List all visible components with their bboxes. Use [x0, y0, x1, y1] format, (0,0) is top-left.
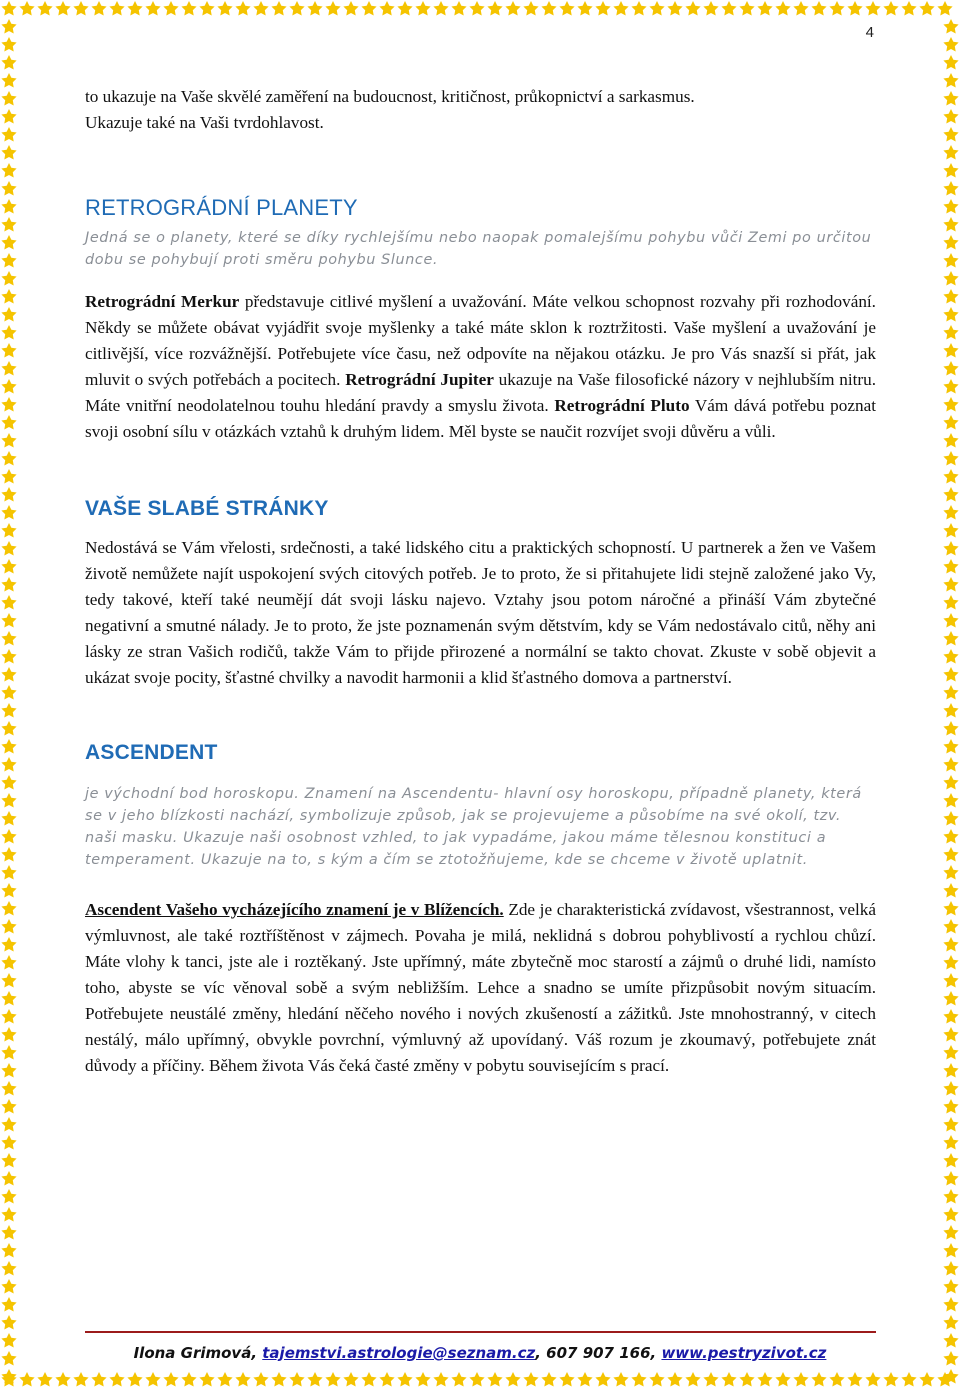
- star-icon: [943, 829, 958, 843]
- star-icon: [685, 1372, 700, 1386]
- star-icon: [1, 145, 16, 159]
- intro-line-2: Ukazuje také na Vaši tvrdohlavost.: [85, 113, 324, 133]
- star-icon: [943, 433, 958, 447]
- star-icon: [943, 289, 958, 303]
- star-icon: [19, 1, 34, 15]
- star-icon: [145, 1372, 160, 1386]
- star-icon: [1, 1207, 16, 1221]
- star-icon: [199, 1, 214, 15]
- star-icon: [361, 1, 376, 15]
- star-icon: [685, 1, 700, 15]
- star-icon: [1, 451, 16, 465]
- star-icon: [1, 1063, 16, 1077]
- star-icon: [943, 217, 958, 231]
- star-icon: [757, 1372, 772, 1386]
- star-icon: [379, 1, 394, 15]
- star-icon: [811, 1, 826, 15]
- star-icon: [271, 1, 286, 15]
- star-icon: [1, 703, 16, 717]
- star-icon: [775, 1372, 790, 1386]
- star-icon: [943, 1045, 958, 1059]
- star-icon: [1, 487, 16, 501]
- star-icon: [1, 1045, 16, 1059]
- star-icon: [1, 811, 16, 825]
- star-icon: [1, 613, 16, 627]
- star-icon: [1, 91, 16, 105]
- star-icon: [91, 1, 106, 15]
- star-icon: [1, 1153, 16, 1167]
- footer-email-link[interactable]: tajemstvi.astrologie@seznam.cz: [262, 1344, 536, 1362]
- star-icon: [919, 1372, 934, 1386]
- star-icon: [1, 919, 16, 933]
- star-icon: [1, 379, 16, 393]
- retro-paragraph: [85, 289, 876, 445]
- star-icon: [181, 1372, 196, 1386]
- star-icon: [379, 1372, 394, 1386]
- star-icon: [1, 289, 16, 303]
- star-icon: [943, 307, 958, 321]
- star-icon: [649, 1372, 664, 1386]
- weak-paragraph: Nedostává se Vám vřelosti, srdečnosti, a také lidského citu a praktických schopností. U partnerek a žen ve Vašem životě nemůžete najít uspokojení svých citových potřeb. Je to proto, že si přitahujete lidi stejně založené jako Vy, tedy takové, kteří také neumějí dát svoji lásku najevo. Vztahy jsou potom náročné a přináší Vám zbytečné negativní a smutné nálady. Je to proto, že jste poznamenán svým dětstvím, kdy se Vám nedostávalo citů, něhy ani lásky ze stran Vašich rodičů, takže Vám to přijde přirozené a normální se takto chovat. Zkuste v sobě objevit a ukázat svoje pocity, šťastné chvilky a navodit harmonii a klid šťastného domova a partnerství.: [85, 537, 876, 687]
- star-icon: [577, 1372, 592, 1386]
- star-icon: [943, 379, 958, 393]
- star-icon: [1, 631, 16, 645]
- star-icon: [943, 397, 958, 411]
- star-icon: [943, 703, 958, 717]
- star-icon: [253, 1372, 268, 1386]
- star-icon: [1, 721, 16, 735]
- star-icon: [943, 883, 958, 897]
- star-icon: [1, 235, 16, 249]
- star-icon: [883, 1, 898, 15]
- star-icon: [943, 1207, 958, 1221]
- star-icon: [721, 1, 736, 15]
- star-icon: [433, 1372, 448, 1386]
- star-icon: [415, 1372, 430, 1386]
- star-icon: [943, 73, 958, 87]
- star-icon: [505, 1, 520, 15]
- footer-phone: , 607 907 166,: [535, 1344, 662, 1362]
- star-icon: [1, 325, 16, 339]
- star-icon: [487, 1, 502, 15]
- star-icon: [943, 235, 958, 249]
- footer-name: Ilona Grimová,: [133, 1344, 263, 1362]
- star-icon: [1, 307, 16, 321]
- star-icon: [145, 1, 160, 15]
- star-icon: [163, 1372, 178, 1386]
- star-icon: [1, 1009, 16, 1023]
- asc-sign-text: Zde je charakteristická zvídavost, všestrannost, velká výmluvnost, ale také roztříštěnost v zájmech. Povaha je milá, neklidná s dobrou pohyblivostí a rychlou chůzí. Máte vlohy k tanci, jste ale i roztěkaný. Jste upřímný, máte zbytečně moc starostí a zájmů o druhé lidi, namísto toho, abyste se víc věnoval sobě a svým nebližším. Lehce a snadno se umíte přizpůsobit novým situacím. Potřebujete neustálé změny, hledání něčeho nového i nových zkušeností a zážitků. Jste mnohostranný, v citech nestálý, málo upřímný, obvykle povrchní, výmluvný až upovídaný. Váš rozum je zkoumavý, potřebujete znát důvody a příčiny. Během života Vás čeká časté změny v pobytu souvisejícím s prací.: [85, 899, 876, 1075]
- star-icon: [577, 1, 592, 15]
- star-icon: [943, 451, 958, 465]
- star-icon: [541, 1372, 556, 1386]
- star-icon: [595, 1372, 610, 1386]
- star-icon: [649, 1, 664, 15]
- star-icon: [1, 847, 16, 861]
- star-icon: [1, 829, 16, 843]
- star-icon: [847, 1372, 862, 1386]
- star-icon: [943, 55, 958, 69]
- asc-heading: ASCENDENT: [85, 740, 218, 764]
- star-icon: [943, 1261, 958, 1275]
- star-icon: [307, 1, 322, 15]
- star-icon: [487, 1372, 502, 1386]
- star-icon: [943, 739, 958, 753]
- star-icon: [1, 181, 16, 195]
- star-icon: [91, 1372, 106, 1386]
- star-icon: [943, 757, 958, 771]
- star-icon: [1, 865, 16, 879]
- star-icon: [943, 361, 958, 375]
- star-icon: [55, 1, 70, 15]
- star-icon: [1, 163, 16, 177]
- star-icon: [19, 1372, 34, 1386]
- star-icon: [1, 1171, 16, 1185]
- star-icon: [451, 1, 466, 15]
- star-icon: [217, 1, 232, 15]
- star-icon: [703, 1372, 718, 1386]
- star-icon: [1, 955, 16, 969]
- star-icon: [943, 1225, 958, 1239]
- star-icon: [1, 1027, 16, 1041]
- star-icon: [943, 577, 958, 591]
- star-icon: [397, 1372, 412, 1386]
- star-icon: [1, 397, 16, 411]
- star-icon: [775, 1, 790, 15]
- star-icon: [739, 1, 754, 15]
- star-icon: [943, 541, 958, 555]
- star-icon: [361, 1372, 376, 1386]
- asc-paragraph: [85, 897, 876, 1079]
- star-icon: [943, 1117, 958, 1131]
- star-icon: [943, 649, 958, 663]
- star-icon: [235, 1, 250, 15]
- retro-jupiter-term: Retrográdní Jupiter: [345, 369, 494, 389]
- star-icon: [943, 487, 958, 501]
- star-icon: [943, 1243, 958, 1257]
- star-icon: [943, 685, 958, 699]
- star-icon: [523, 1, 538, 15]
- star-icon: [937, 1, 952, 15]
- star-icon: [943, 325, 958, 339]
- star-icon: [1, 1243, 16, 1257]
- intro-line-1: to ukazuje na Vaše skvělé zaměření na budoucnost, kritičnost, průkopnictví a sarkasmus.: [85, 87, 695, 106]
- star-icon: [235, 1372, 250, 1386]
- star-icon: [1, 73, 16, 87]
- star-icon: [937, 1372, 952, 1386]
- star-icon: [943, 1369, 958, 1383]
- star-icon: [943, 973, 958, 987]
- star-icon: [613, 1, 628, 15]
- retro-intro: Jedná se o planety, které se díky rychlejšímu nebo naopak pomalejšímu pohybu vůči Zemi po určitou dobu se pohybují proti směru pohybu Slunce.: [85, 229, 872, 268]
- star-icon: [847, 1, 862, 15]
- star-icon: [1, 937, 16, 951]
- star-icon: [943, 1099, 958, 1113]
- star-icon: [307, 1372, 322, 1386]
- page-number: 4: [865, 24, 874, 41]
- star-icon: [1, 1135, 16, 1149]
- star-icon: [1, 1297, 16, 1311]
- star-icon: [943, 775, 958, 789]
- footer: [0, 1344, 960, 1362]
- star-icon: [559, 1372, 574, 1386]
- star-icon: [1, 523, 16, 537]
- star-icon: [943, 91, 958, 105]
- star-icon: [943, 145, 958, 159]
- star-icon: [289, 1372, 304, 1386]
- star-icon: [523, 1372, 538, 1386]
- star-icon: [943, 847, 958, 861]
- retro-merkur-term: Retrográdní Merkur: [85, 291, 240, 311]
- star-icon: [1, 343, 16, 357]
- star-icon: [1, 1081, 16, 1095]
- star-icon: [811, 1372, 826, 1386]
- star-icon: [943, 1153, 958, 1167]
- star-icon: [559, 1, 574, 15]
- star-icon: [451, 1372, 466, 1386]
- star-icon: [1, 361, 16, 375]
- star-icon: [883, 1372, 898, 1386]
- star-icon: [1, 415, 16, 429]
- star-icon: [1, 901, 16, 915]
- star-icon: [1, 469, 16, 483]
- star-icon: [667, 1372, 682, 1386]
- star-icon: [943, 1027, 958, 1041]
- star-icon: [943, 199, 958, 213]
- retro-pluto-text: Vám dává potřebu poznat svoji osobní sílu v otázkách vztahů k druhým lidem. Měl byste se naučit rozvíjet svoji důvěru a vůli.: [85, 395, 876, 441]
- star-icon: [943, 901, 958, 915]
- star-icon: [73, 1372, 88, 1386]
- star-icon: [325, 1372, 340, 1386]
- retro-merkur-text: představuje citlivé myšlení a uvažování. Máte velkou schopnost rozvahy při rozhodování. Někdy se můžete obávat vyjádřit svoje myšlenky a také máte sklon k roztržitosti. Vaše myšlení a uvažování je citlivější, více rozvážnější. Potřebujete více času, než odpovíte na nějakou otázku. Je pro Vás snazší si přát, jak mluvit o svých potřebách a pocitech.: [85, 291, 876, 389]
- footer-web-link[interactable]: www.pestryzivot.cz: [661, 1344, 827, 1362]
- star-icon: [55, 1372, 70, 1386]
- star-icon: [943, 595, 958, 609]
- star-icon: [943, 415, 958, 429]
- star-icon: [1, 1099, 16, 1113]
- star-icon: [721, 1372, 736, 1386]
- retro-heading: RETROGRÁDNÍ PLANETY: [85, 194, 358, 220]
- star-icon: [1, 883, 16, 897]
- star-icon: [943, 559, 958, 573]
- star-icon: [943, 793, 958, 807]
- star-icon: [901, 1372, 916, 1386]
- star-icon: [1, 1279, 16, 1293]
- star-icon: [253, 1, 268, 15]
- star-icon: [127, 1372, 142, 1386]
- star-icon: [943, 613, 958, 627]
- star-icon: [943, 1009, 958, 1023]
- star-icon: [739, 1372, 754, 1386]
- star-icon: [1, 253, 16, 267]
- star-icon: [1, 559, 16, 573]
- star-icon: [1, 793, 16, 807]
- star-icon: [1, 1, 16, 15]
- footer-rule: [85, 1331, 876, 1333]
- star-icon: [1, 199, 16, 213]
- star-icon: [595, 1, 610, 15]
- star-icon: [1, 595, 16, 609]
- star-icon: [469, 1372, 484, 1386]
- star-icon: [865, 1372, 880, 1386]
- star-icon: [631, 1, 646, 15]
- star-icon: [943, 19, 958, 33]
- star-icon: [943, 811, 958, 825]
- star-icon: [943, 1297, 958, 1311]
- star-icon: [289, 1, 304, 15]
- star-icon: [667, 1, 682, 15]
- star-icon: [631, 1372, 646, 1386]
- star-icon: [943, 919, 958, 933]
- star-icon: [829, 1, 844, 15]
- star-icon: [943, 1081, 958, 1095]
- star-icon: [109, 1, 124, 15]
- star-icon: [1, 973, 16, 987]
- star-icon: [1, 1261, 16, 1275]
- star-icon: [943, 1135, 958, 1149]
- star-icon: [37, 1, 52, 15]
- star-icon: [1, 505, 16, 519]
- star-icon: [343, 1, 358, 15]
- star-icon: [943, 253, 958, 267]
- star-icon: [901, 1, 916, 15]
- star-icon: [943, 343, 958, 357]
- star-icon: [343, 1372, 358, 1386]
- asc-sign-term: Ascendent Vašeho vycházejícího znamení je v Blížencích.: [85, 899, 504, 919]
- star-icon: [1, 1372, 16, 1386]
- star-icon: [943, 865, 958, 879]
- star-icon: [1, 55, 16, 69]
- star-icon: [943, 271, 958, 285]
- star-icon: [1, 541, 16, 555]
- star-icon: [1, 649, 16, 663]
- star-icon: [1, 1117, 16, 1131]
- star-icon: [943, 1171, 958, 1185]
- star-icon: [1, 109, 16, 123]
- star-icon: [943, 631, 958, 645]
- retro-jupiter-text: ukazuje na Vaše filosofické názory v nejhlubším nitru. Máte vnitřní neodolatelnou touhu hledání pravdy a smyslu života.: [85, 369, 876, 415]
- star-icon: [829, 1372, 844, 1386]
- star-icon: [415, 1, 430, 15]
- star-icon: [505, 1372, 520, 1386]
- star-icon: [1, 667, 16, 681]
- star-icon: [943, 127, 958, 141]
- star-icon: [943, 523, 958, 537]
- star-icon: [943, 1063, 958, 1077]
- star-icon: [37, 1372, 52, 1386]
- star-icon: [943, 955, 958, 969]
- star-icon: [1, 757, 16, 771]
- star-icon: [397, 1, 412, 15]
- intro-paragraph: [85, 84, 876, 137]
- star-icon: [325, 1, 340, 15]
- star-icon: [1, 739, 16, 753]
- star-icon: [1, 1315, 16, 1329]
- star-icon: [127, 1, 142, 15]
- star-icon: [181, 1, 196, 15]
- star-icon: [613, 1372, 628, 1386]
- star-icon: [1, 577, 16, 591]
- star-icon: [1, 37, 16, 51]
- asc-intro: je východní bod horoskopu. Znamení na Ascendentu- hlavní osy horoskopu, případně planety, která se v jeho blízkosti nachází, symbolizuje způsob, jak se projevujeme a působíme na své okolí, tzv. naši masku. Ukazuje naši osobnost vzhled, to jak vypadáme, jakou máme tělesnou konstituci a temperament. Ukazuje na to, s kým a čím se ztotožňujeme, kde se chceme v životě uplatnit.: [85, 785, 862, 868]
- star-icon: [943, 1279, 958, 1293]
- star-icon: [109, 1372, 124, 1386]
- star-icon: [943, 109, 958, 123]
- star-icon: [703, 1, 718, 15]
- star-icon: [943, 667, 958, 681]
- star-icon: [433, 1, 448, 15]
- star-icon: [1, 1225, 16, 1239]
- star-icon: [469, 1, 484, 15]
- star-icon: [1, 19, 16, 33]
- star-icon: [943, 163, 958, 177]
- star-icon: [943, 37, 958, 51]
- star-icon: [271, 1372, 286, 1386]
- star-icon: [1, 127, 16, 141]
- weak-heading: VAŠE SLABÉ STRÁNKY: [85, 496, 329, 520]
- retro-pluto-term: Retrográdní Pluto: [554, 395, 690, 415]
- star-icon: [217, 1372, 232, 1386]
- star-icon: [1, 991, 16, 1005]
- star-icon: [943, 181, 958, 195]
- star-icon: [943, 505, 958, 519]
- star-icon: [943, 721, 958, 735]
- star-icon: [1, 1189, 16, 1203]
- star-icon: [163, 1, 178, 15]
- star-icon: [943, 1315, 958, 1329]
- star-icon: [919, 1, 934, 15]
- star-icon: [73, 1, 88, 15]
- star-icon: [943, 469, 958, 483]
- star-icon: [1, 433, 16, 447]
- star-icon: [757, 1, 772, 15]
- star-icon: [865, 1, 880, 15]
- star-icon: [1, 271, 16, 285]
- star-icon: [793, 1, 808, 15]
- star-icon: [1, 685, 16, 699]
- star-icon: [1, 1369, 16, 1383]
- star-icon: [541, 1, 556, 15]
- star-icon: [1, 775, 16, 789]
- star-icon: [1, 217, 16, 231]
- star-icon: [943, 937, 958, 951]
- page-content: [85, 84, 876, 1079]
- star-icon: [199, 1372, 214, 1386]
- star-icon: [943, 1189, 958, 1203]
- star-icon: [793, 1372, 808, 1386]
- star-icon: [943, 991, 958, 1005]
